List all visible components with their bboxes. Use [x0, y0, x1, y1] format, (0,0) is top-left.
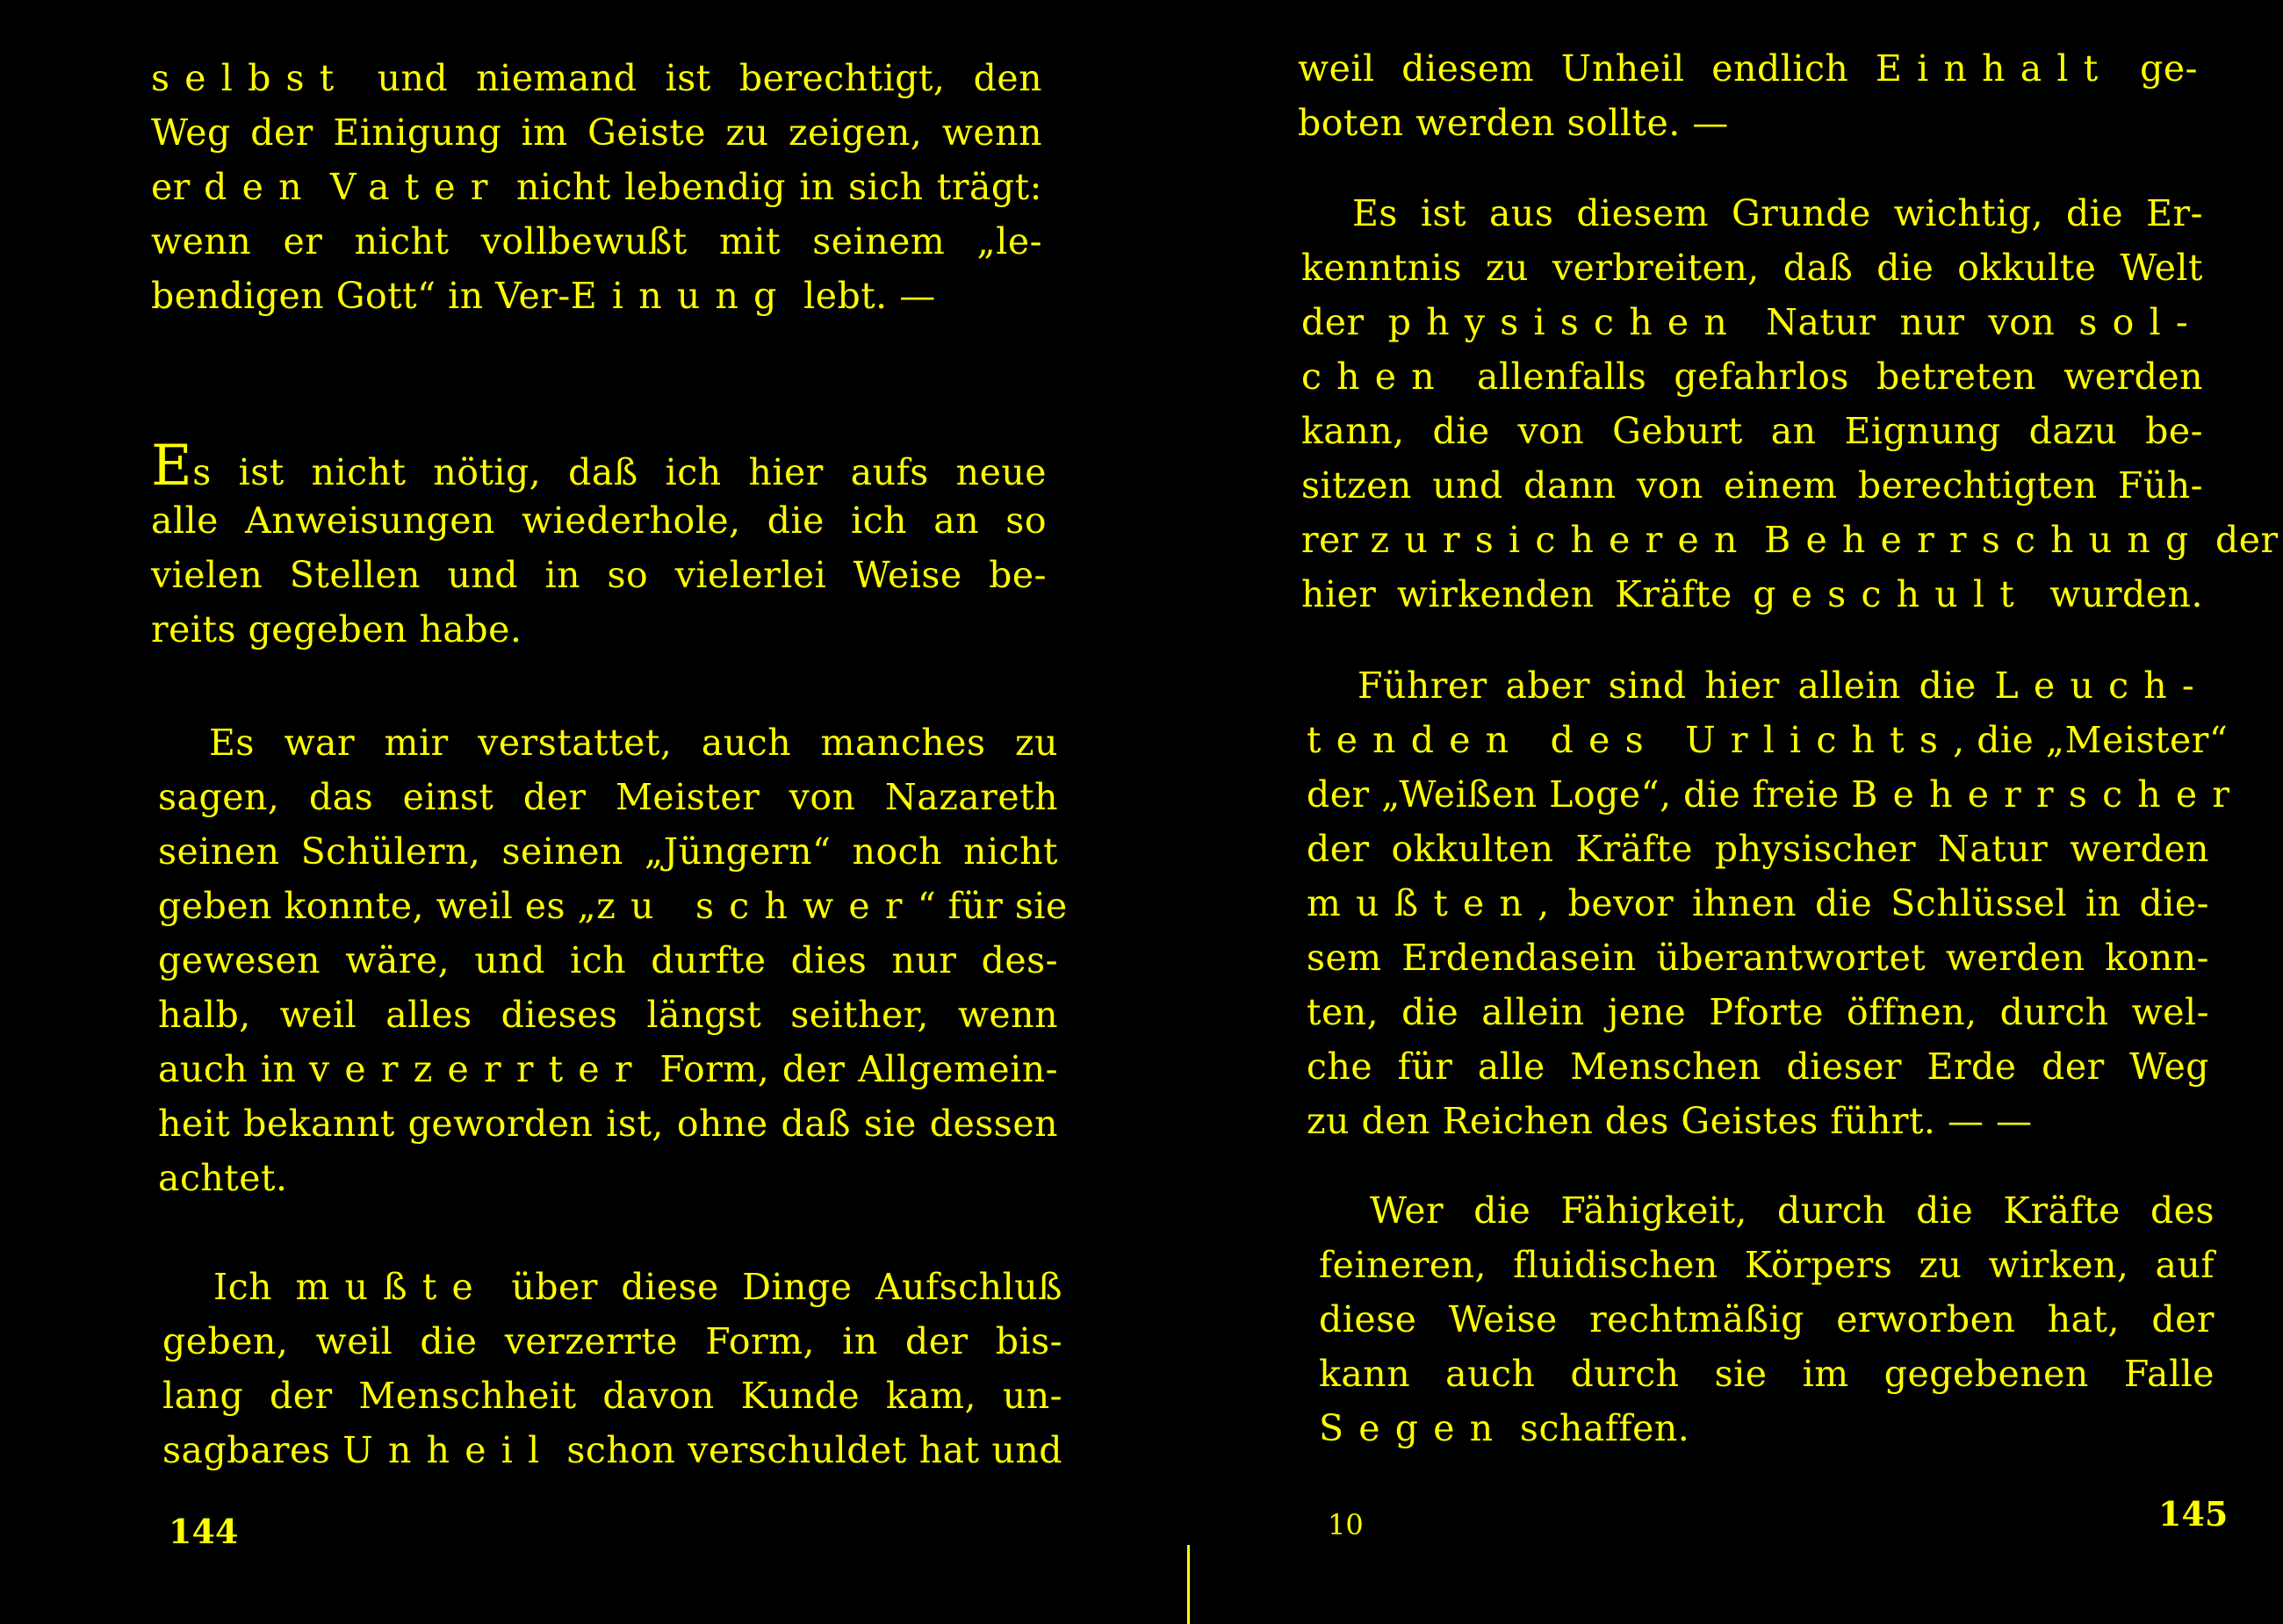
- text-line: diese Weise rechtmäßig erworben hat, der: [1319, 1298, 2215, 1340]
- drop-cap: E: [151, 434, 193, 499]
- text-line: Es ist nicht nötig, daß ich hier aufs neue: [151, 434, 1047, 499]
- spaced-word: Einhalt: [1876, 47, 2114, 90]
- text-line: Segen schaffen.: [1319, 1407, 1690, 1449]
- paragraph: [162, 1260, 1062, 1477]
- paragraph: [151, 51, 1042, 323]
- text-line: sagen, das einst der Meister von Nazareth: [158, 776, 1058, 818]
- text-line: kann auch durch sie im gegebenen Falle: [1319, 1353, 2215, 1395]
- text-line: achtet.: [158, 1157, 288, 1199]
- spaced-word: Vater: [330, 166, 503, 208]
- text-line: sem Erdendasein überantwortet werden konn-: [1307, 937, 2209, 979]
- spaced-word: Unheil: [342, 1429, 555, 1471]
- text-line: geben, weil die verzerrte Form, in der bis-: [162, 1320, 1062, 1362]
- text-line: Es ist aus diesem Grunde wichtig, die Er-: [1352, 192, 2203, 234]
- paragraph: [1307, 658, 2245, 1148]
- text-line: hier wirkenden Kräfte geschult wurden.: [1301, 573, 2203, 615]
- text-line: halb, weil alles dieses längst seither, wenn: [158, 994, 1058, 1036]
- text-line: Führer aber sind hier allein die Leuch-: [1358, 665, 2209, 707]
- spaced-word: mußte: [295, 1266, 488, 1308]
- signature-mark: 10: [1328, 1508, 1364, 1541]
- spaced-word: geschult: [1753, 573, 2029, 615]
- text-line: lang der Menschheit davon Kunde kam, un-: [162, 1375, 1062, 1417]
- text-line: bendigen Gott“ in Ver-Einung lebt. —: [151, 275, 936, 317]
- text-line: selbst und niemand ist berechtigt, den: [151, 57, 1042, 99]
- text-line: feineren, fluidischen Körpers zu wirken, auf: [1319, 1244, 2215, 1286]
- paragraph: [158, 715, 1068, 1205]
- text-line: che für alle Menschen dieser Erde der Weg: [1307, 1046, 2209, 1088]
- text-line: weil diesem Unheil endlich Einhalt ge-: [1298, 47, 2198, 90]
- text-line: rer zursicheren Beherrschung der: [1301, 519, 2279, 561]
- spaced-word: chen: [1301, 356, 1450, 398]
- text-line: mußten, bevor ihnen die Schlüssel in die-: [1307, 882, 2209, 924]
- text-line: reits gegeben habe.: [151, 608, 522, 650]
- text-line: vielen Stellen und in so vielerlei Weise be-: [151, 554, 1047, 596]
- text-line: sagbares Unheil schon verschuldet hat und: [162, 1429, 1063, 1471]
- text-line: der „Weißen Loge“, die freie Beherrscher: [1307, 773, 2245, 816]
- spaced-word: tenden des Urlichts: [1307, 719, 1954, 761]
- text-line: Es war mir verstattet, auch manches zu: [209, 722, 1058, 764]
- text-line: er den Vater nicht lebendig in sich trägt:: [151, 166, 1042, 208]
- right-page: [1203, 0, 2283, 1624]
- text-line: geben konnte, weil es „zu schwer“ für sie: [158, 885, 1068, 927]
- spaced-word: selbst: [151, 57, 349, 99]
- spaced-word: sol-: [2078, 301, 2203, 343]
- spaced-word: Beherrscher: [1851, 773, 2245, 816]
- text-line: heit bekannt geworden ist, ohne daß sie dessen: [158, 1103, 1058, 1145]
- paragraph: [151, 434, 1047, 657]
- text-line: ten, die allein jene Pforte öffnen, durch wel-: [1307, 991, 2209, 1033]
- spaced-word: Leuch-: [1994, 665, 2209, 707]
- text-line: der physischen Natur nur von sol-: [1301, 301, 2203, 343]
- text-line: Ich mußte über diese Dinge Aufschluß: [213, 1266, 1062, 1308]
- text-line: sitzen und dann von einem berechtigten Füh-: [1301, 464, 2203, 507]
- paragraph: [1301, 186, 2279, 622]
- text-line: kenntnis zu verbreiten, daß die okkulte Welt: [1301, 247, 2203, 289]
- text-line: gewesen wäre, und ich durfte dies nur des-: [158, 939, 1058, 981]
- spaced-word: den: [204, 166, 317, 208]
- gutter-line: [1187, 1545, 1190, 1624]
- text-line: Weg der Einigung im Geiste zu zeigen, wenn: [151, 111, 1042, 154]
- text-line: seinen Schülern, seinen „Jüngern“ noch nicht: [158, 830, 1058, 873]
- spaced-word: mußten: [1307, 882, 1538, 924]
- spaced-word: Beherrschung: [1764, 519, 2204, 561]
- text-line: auch in verzerrter Form, der Allgemein-: [158, 1048, 1058, 1090]
- spaced-word: Einung: [570, 275, 792, 317]
- paragraph: [1298, 41, 2198, 150]
- text-line: Wer die Fähigkeit, durch die Kräfte des: [1370, 1189, 2215, 1232]
- spaced-word: physischen: [1387, 301, 1742, 343]
- text-line: kann, die von Geburt an Eignung dazu be-: [1301, 410, 2203, 452]
- text-line: chen allenfalls gefahrlos betreten werden: [1301, 356, 2203, 398]
- spaced-word: zu schwer: [596, 885, 918, 927]
- page-number: 145: [2158, 1494, 2229, 1534]
- text-line: der okkulten Kräfte physischer Natur werden: [1307, 828, 2209, 870]
- text-line: alle Anweisungen wiederhole, die ich an so: [151, 499, 1047, 542]
- spaced-word: zursicheren: [1370, 519, 1753, 561]
- text-line: wenn er nicht vollbewußt mit seinem „le-: [151, 220, 1042, 262]
- text-line: boten werden sollte. —: [1298, 102, 1729, 144]
- spaced-word: Segen: [1319, 1407, 1509, 1449]
- paragraph: [1319, 1183, 2215, 1455]
- text-line: zu den Reichen des Geistes führt. — —: [1307, 1100, 2033, 1142]
- text-line: tenden des Urlichts, die „Meister“: [1307, 719, 2229, 761]
- spaced-word: verzerrter: [309, 1048, 647, 1090]
- page-number: 144: [169, 1512, 239, 1551]
